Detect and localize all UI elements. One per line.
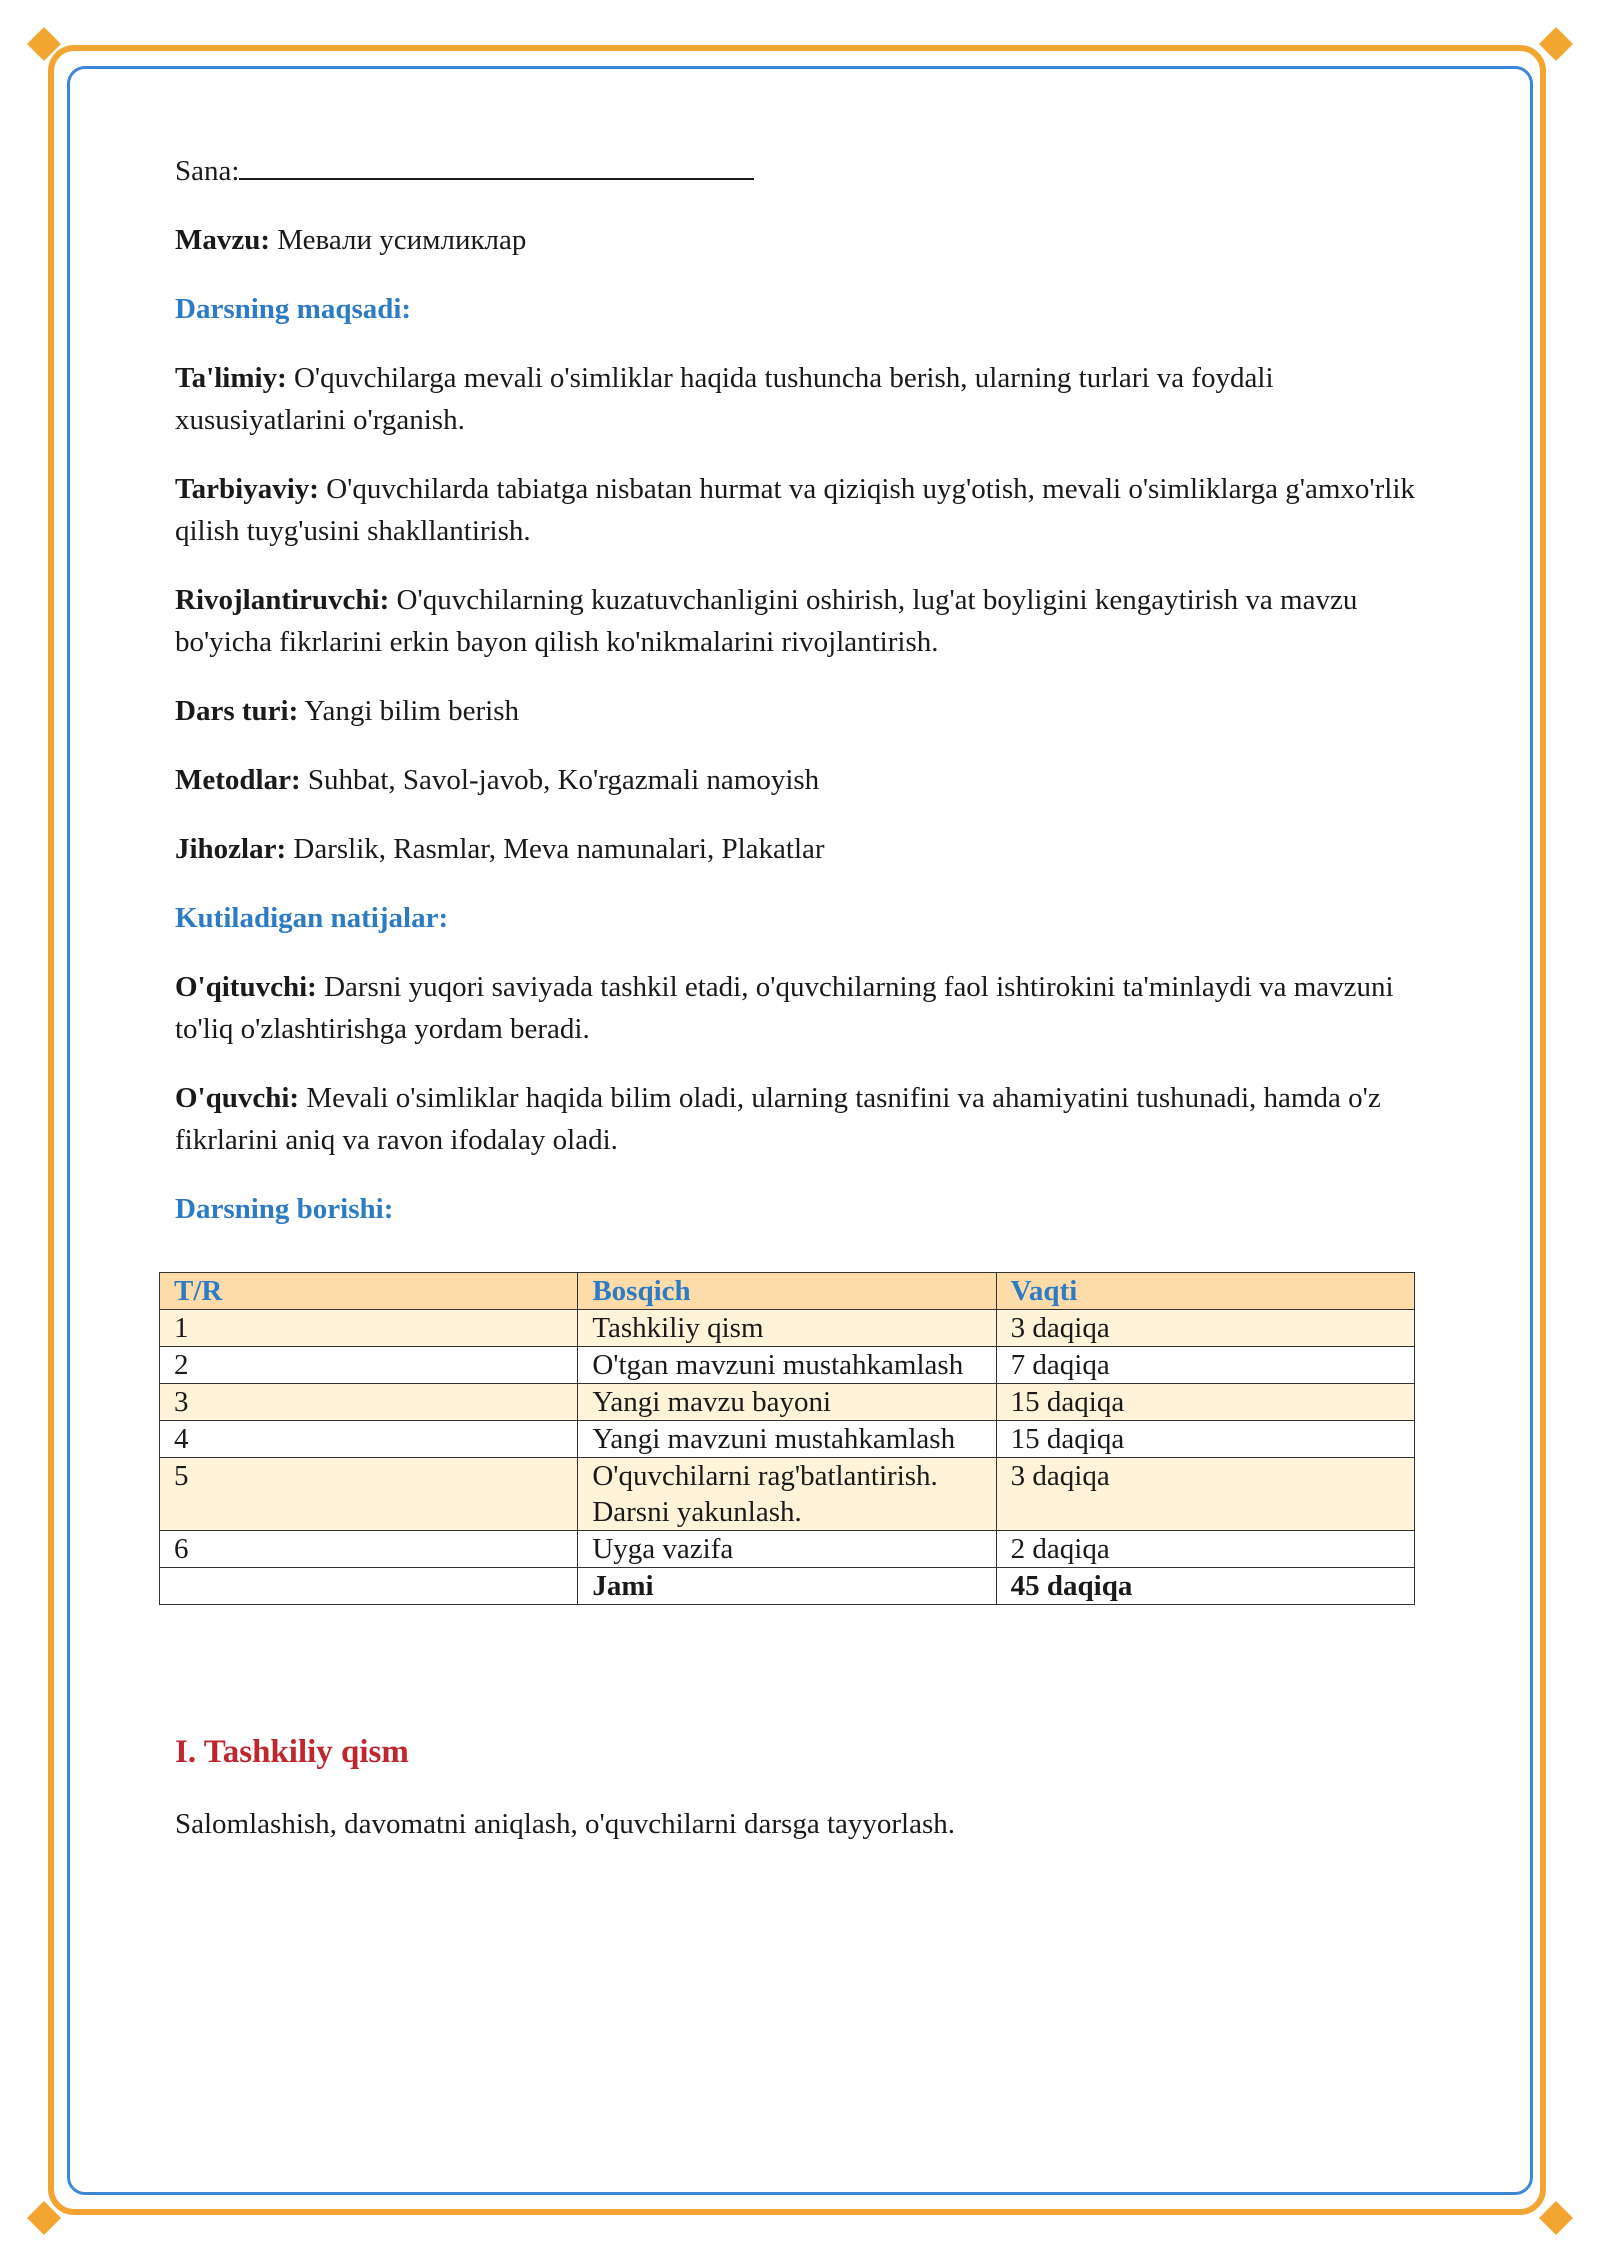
section-text: Salomlashish, davomatni aniqlash, o'quvchilarni darsga tayyorlash. [175,1808,956,1840]
table-cell: 2 daqiqa [996,1531,1414,1568]
goal-upbringing [175,468,1415,552]
date-label: Sana: [175,155,240,187]
info-label: Metodlar: [175,764,301,796]
table-header-row [160,1273,1415,1310]
table-row [160,1458,1415,1531]
table-cell: 3 daqiqa [996,1310,1414,1347]
topic-line [175,219,1415,261]
info-label: Dars turi: [175,695,299,727]
table-cell: 4 [160,1421,578,1458]
result-label: O'quvchi: [175,1082,300,1114]
column-header: T/R [160,1273,578,1310]
info-label: Jihozlar: [175,833,287,865]
table-cell: 3 [160,1384,578,1421]
table-cell: 1 [160,1310,578,1347]
lesson-steps-table [159,1272,1415,1605]
table-total-row [160,1568,1415,1605]
topic-label: Mavzu: [175,224,271,256]
table-cell: 45 daqiqa [996,1568,1414,1605]
table-row [160,1310,1415,1347]
table-cell: 7 daqiqa [996,1347,1414,1384]
table-cell: Jami [578,1568,996,1605]
table-row [160,1531,1415,1568]
result-student [175,1077,1415,1161]
column-header: Vaqti [996,1273,1414,1310]
equipment [175,828,1415,870]
process-heading: Darsning borishi: [175,1193,394,1225]
lesson-plan-body [175,150,1415,1257]
goal-label: Rivojlantiruvchi: [175,584,390,616]
result-teacher [175,966,1415,1050]
table-cell: 2 [160,1347,578,1384]
result-text: Darsni yuqori saviyada tashkil etadi, o'quvchilarning faol ishtirokini ta'minlaydi va mavzuni to'liq o'zlashtirishga yordam beradi. [175,971,1394,1045]
date-line [175,150,1415,192]
goal-developmental [175,579,1415,663]
table-cell: Tashkiliy qism [578,1310,996,1347]
table-cell: 15 daqiqa [996,1384,1414,1421]
table-cell: 15 daqiqa [996,1421,1414,1458]
goal-text: O'quvchilarning kuzatuvchanligini oshirish, lug'at boyligini kengaytirish va mavzu bo'yicha fikrlarini erkin bayon qilish ko'nikmalarini rivojlantirish. [175,584,1358,658]
corner-ornament-bottom-right [1539,2201,1573,2235]
table-row [160,1384,1415,1421]
result-text: Mevali o'simliklar haqida bilim oladi, ularning tasnifini va ahamiyatini tushunadi, hamda o'z fikrlarini aniq va ravon ifodalay oladi. [175,1082,1381,1156]
section-title: I. Tashkiliy qism [175,1734,409,1770]
info-text: Yangi bilim berish [304,695,519,727]
column-header: Bosqich [578,1273,996,1310]
info-text: Darslik, Rasmlar, Meva namunalari, Plakatlar [293,833,825,865]
date-blank [239,150,754,180]
table-row [160,1347,1415,1384]
goals-heading: Darsning maqsadi: [175,293,412,325]
table-cell: 6 [160,1531,578,1568]
lesson-type [175,690,1415,732]
table-cell: O'tgan mavzuni mustahkamlash [578,1347,996,1384]
topic-value: Мевали усимликлар [277,224,527,256]
table-cell: Yangi mavzu bayoni [578,1384,996,1421]
table-cell: Yangi mavzuni mustahkamlash [578,1421,996,1458]
table-cell: Uyga vazifa [578,1531,996,1568]
info-text: Suhbat, Savol-javob, Ko'rgazmali namoyish [307,764,820,796]
results-heading: Kutiladigan natijalar: [175,902,449,934]
table-cell: O'quvchilarni rag'batlantirish. Darsni yakunlash. [578,1458,996,1531]
methods [175,759,1415,801]
table-cell: 5 [160,1458,578,1531]
table-cell: 3 daqiqa [996,1458,1414,1531]
goal-text: O'quvchilarga mevali o'simliklar haqida tushuncha berish, ularning turlari va foydali xususiyatlarini o'rganish. [175,362,1274,436]
table-cell [160,1568,578,1605]
goal-text: O'quvchilarda tabiatga nisbatan hurmat va qiziqish uyg'otish, mevali o'simliklarga g'amxo'rlik qilish tuyg'usini shakllantirish. [175,473,1415,547]
table-row [160,1421,1415,1458]
result-label: O'qituvchi: [175,971,317,1003]
corner-ornament-top-right [1539,27,1573,61]
goal-label: Tarbiyaviy: [175,473,319,505]
goal-educational [175,357,1415,441]
goal-label: Ta'limiy: [175,362,287,394]
